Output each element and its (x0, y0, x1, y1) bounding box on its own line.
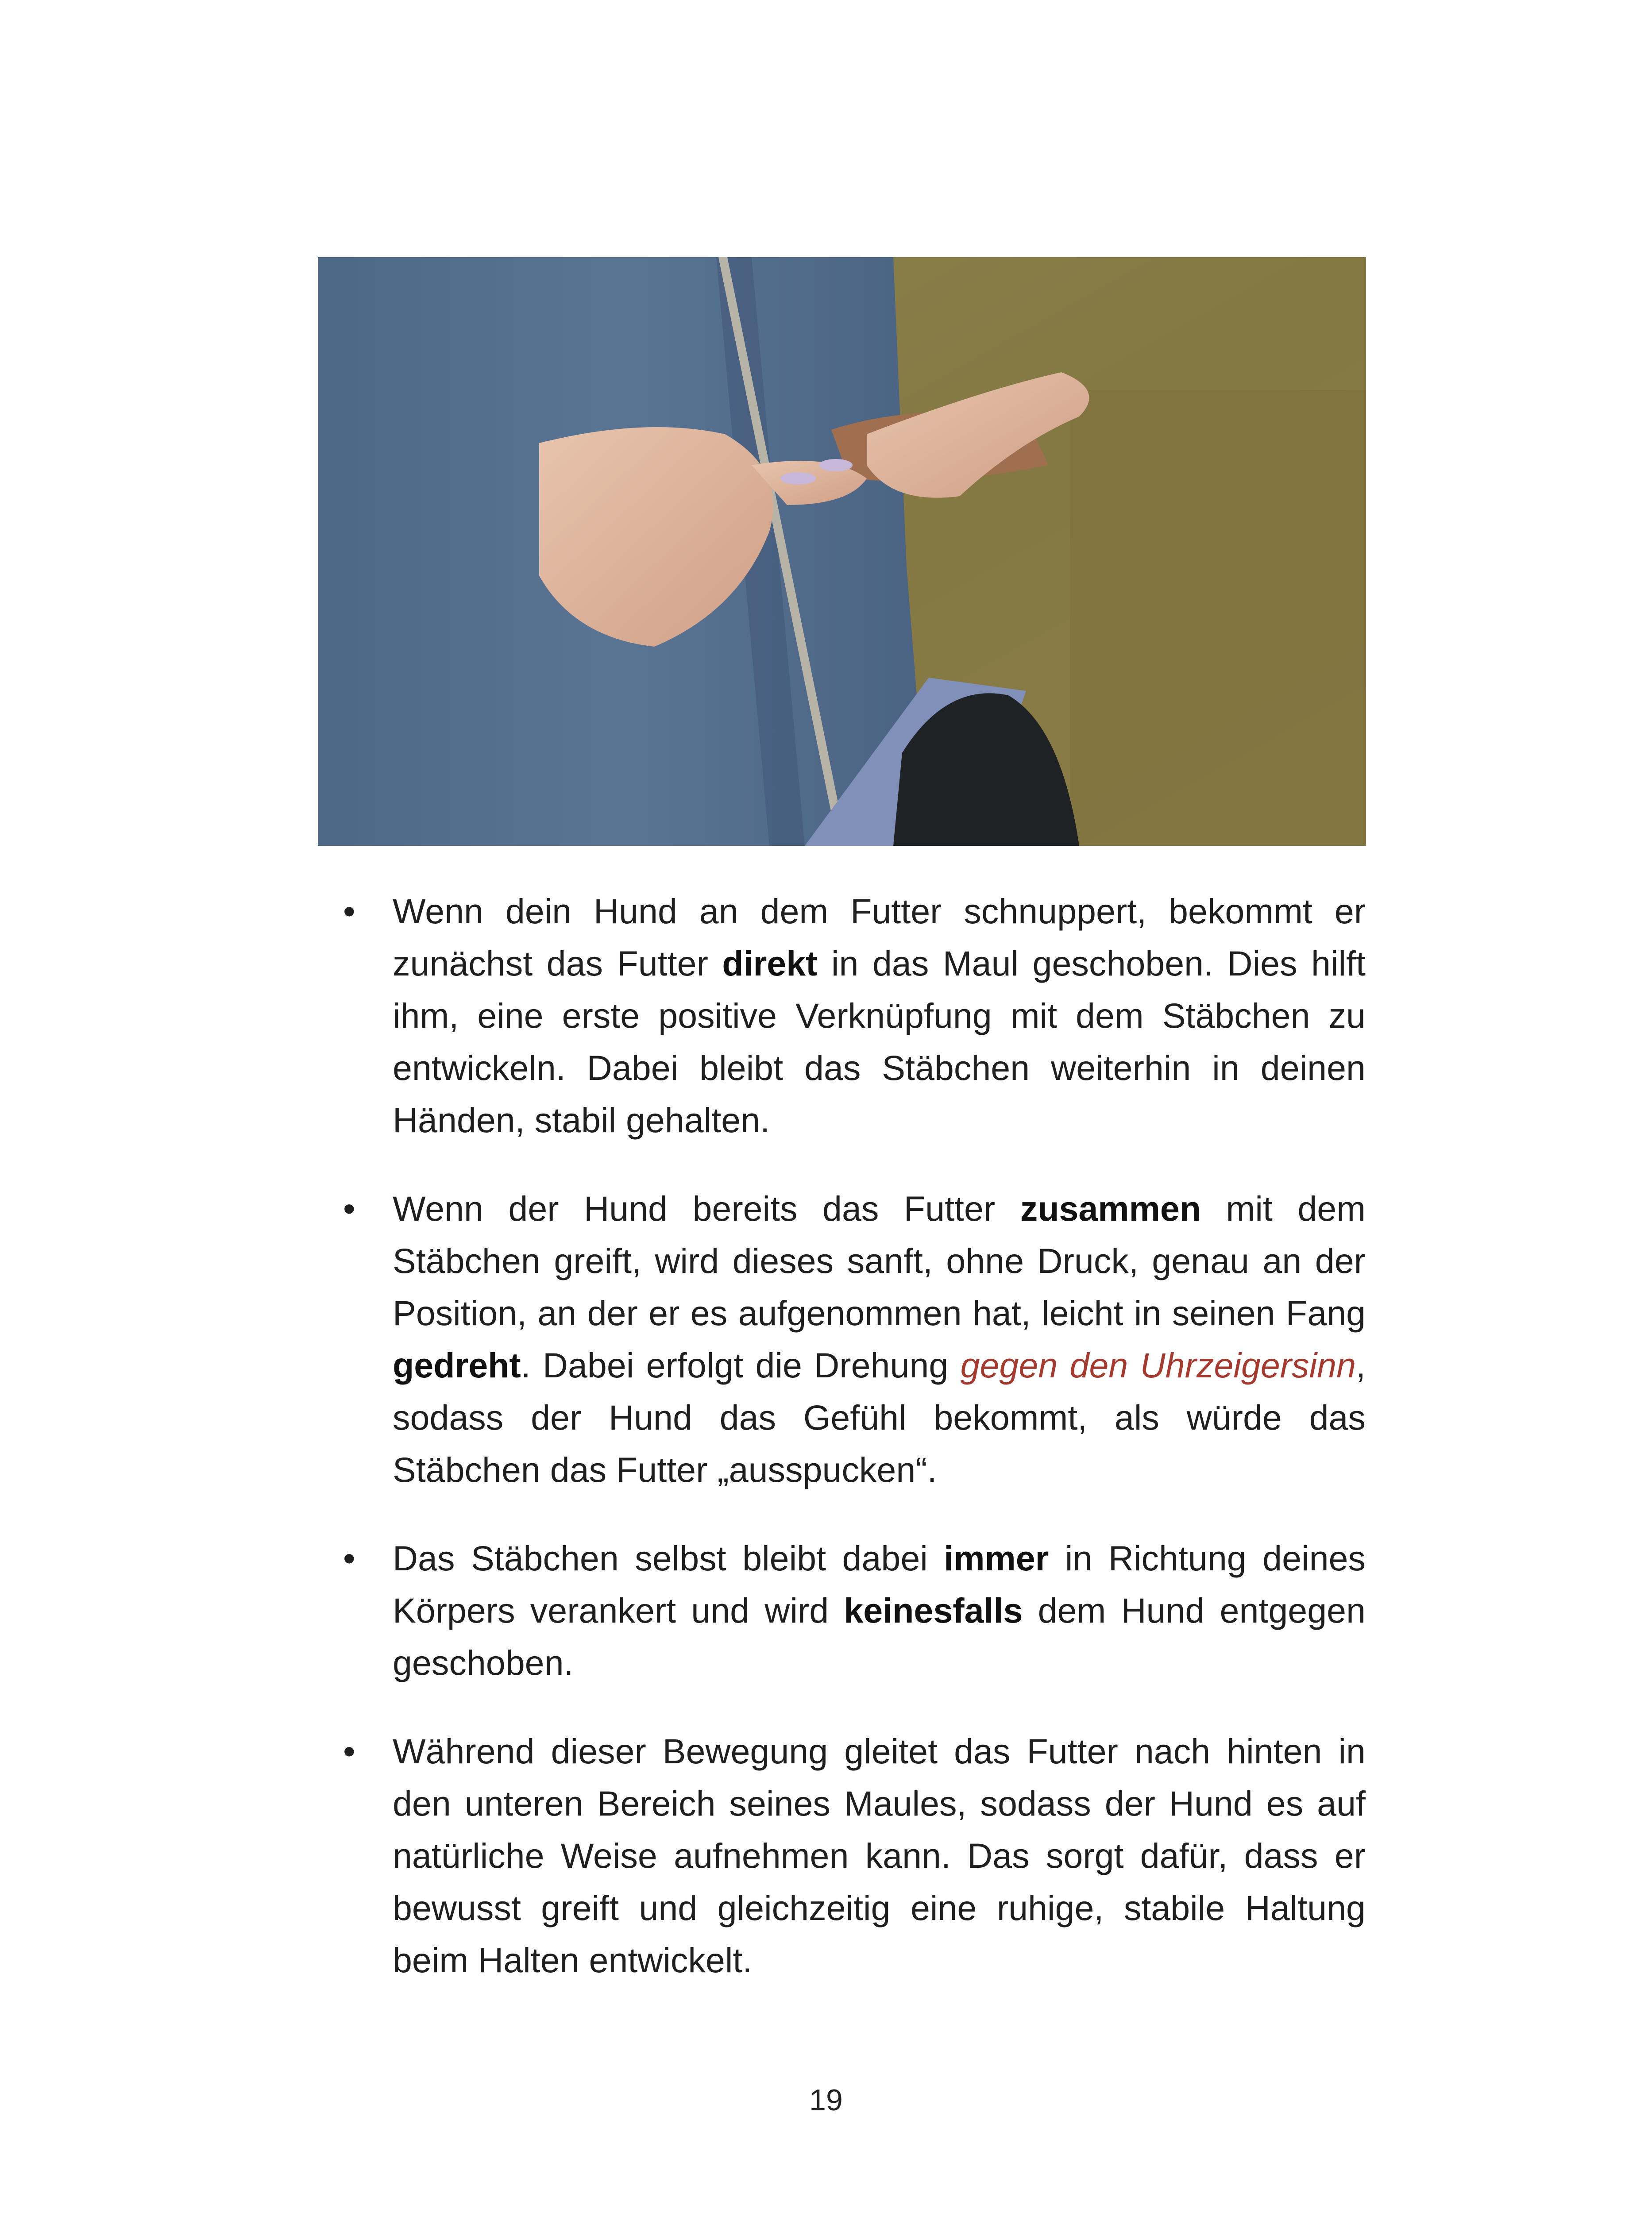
bullet-dot: • (343, 1731, 355, 1771)
bullet-text (393, 891, 1366, 1140)
bullet-text (393, 1189, 1366, 1489)
bullet-dot: • (343, 891, 355, 931)
bullet-dot: • (343, 1538, 355, 1578)
bullet-dot: • (343, 1189, 355, 1228)
bullet-text (393, 1731, 1366, 1980)
text-run: , sodass der Hund das Gefühl bekommt, als würde das Stäbchen das Futter „ausspucken“. (393, 1346, 1366, 1489)
text-run: . Dabei erfolgt die Drehung (521, 1346, 961, 1385)
list-item (339, 1725, 1366, 1986)
bold-term: immer (944, 1538, 1049, 1578)
photo-hands-stick-dog-icon (318, 257, 1366, 846)
text-run: Wenn dein Hund an dem Futter schnuppert, bekommt er zunächst das Futter (393, 891, 1366, 983)
photo (318, 257, 1366, 846)
bullet-text (393, 1538, 1366, 1682)
bold-term: keinesfalls (844, 1591, 1023, 1630)
list-item (339, 885, 1366, 1146)
text-content (339, 885, 1366, 2023)
bold-term: direkt (722, 944, 818, 983)
text-run: in Richtung deines Körpers verankert und wird (393, 1538, 1366, 1630)
bold-term: gedreht (393, 1346, 521, 1385)
list-item (339, 1183, 1366, 1496)
page-number: 19 (809, 2083, 843, 2117)
accent-term: gegen den Uhrzeigersinn (960, 1346, 1356, 1385)
text-run: dem Hund entgegen geschoben. (393, 1591, 1366, 1682)
text-run: in das Maul geschoben. Dies hilft ihm, eine erste positive Verknüpfung mit dem Stäbchen zu entwickeln. Dabei bleibt das Stäbchen weiterhin in deinen Händen, stabil gehalten. (393, 944, 1366, 1140)
text-run: Wenn der Hund bereits das Futter (393, 1189, 1020, 1228)
text-run: Das Stäbchen selbst bleibt dabei (393, 1538, 944, 1578)
bullet-list (339, 885, 1366, 1986)
bold-term: zusammen (1020, 1189, 1201, 1228)
list-item (339, 1532, 1366, 1689)
text-run: Während dieser Bewegung gleitet das Futter nach hinten in den unteren Bereich seines Maules, sodass der Hund es auf natürliche Weise aufnehmen kann. Das sorgt dafür, dass er bewusst greift und gleichzeitig eine ruhige, stabile Haltung beim Halten entwickelt. (393, 1731, 1366, 1980)
text-run: mit dem Stäbchen greift, wird dieses sanft, ohne Druck, genau an der Position, an der er es aufgenommen hat, leicht in seinen Fang (393, 1189, 1366, 1333)
